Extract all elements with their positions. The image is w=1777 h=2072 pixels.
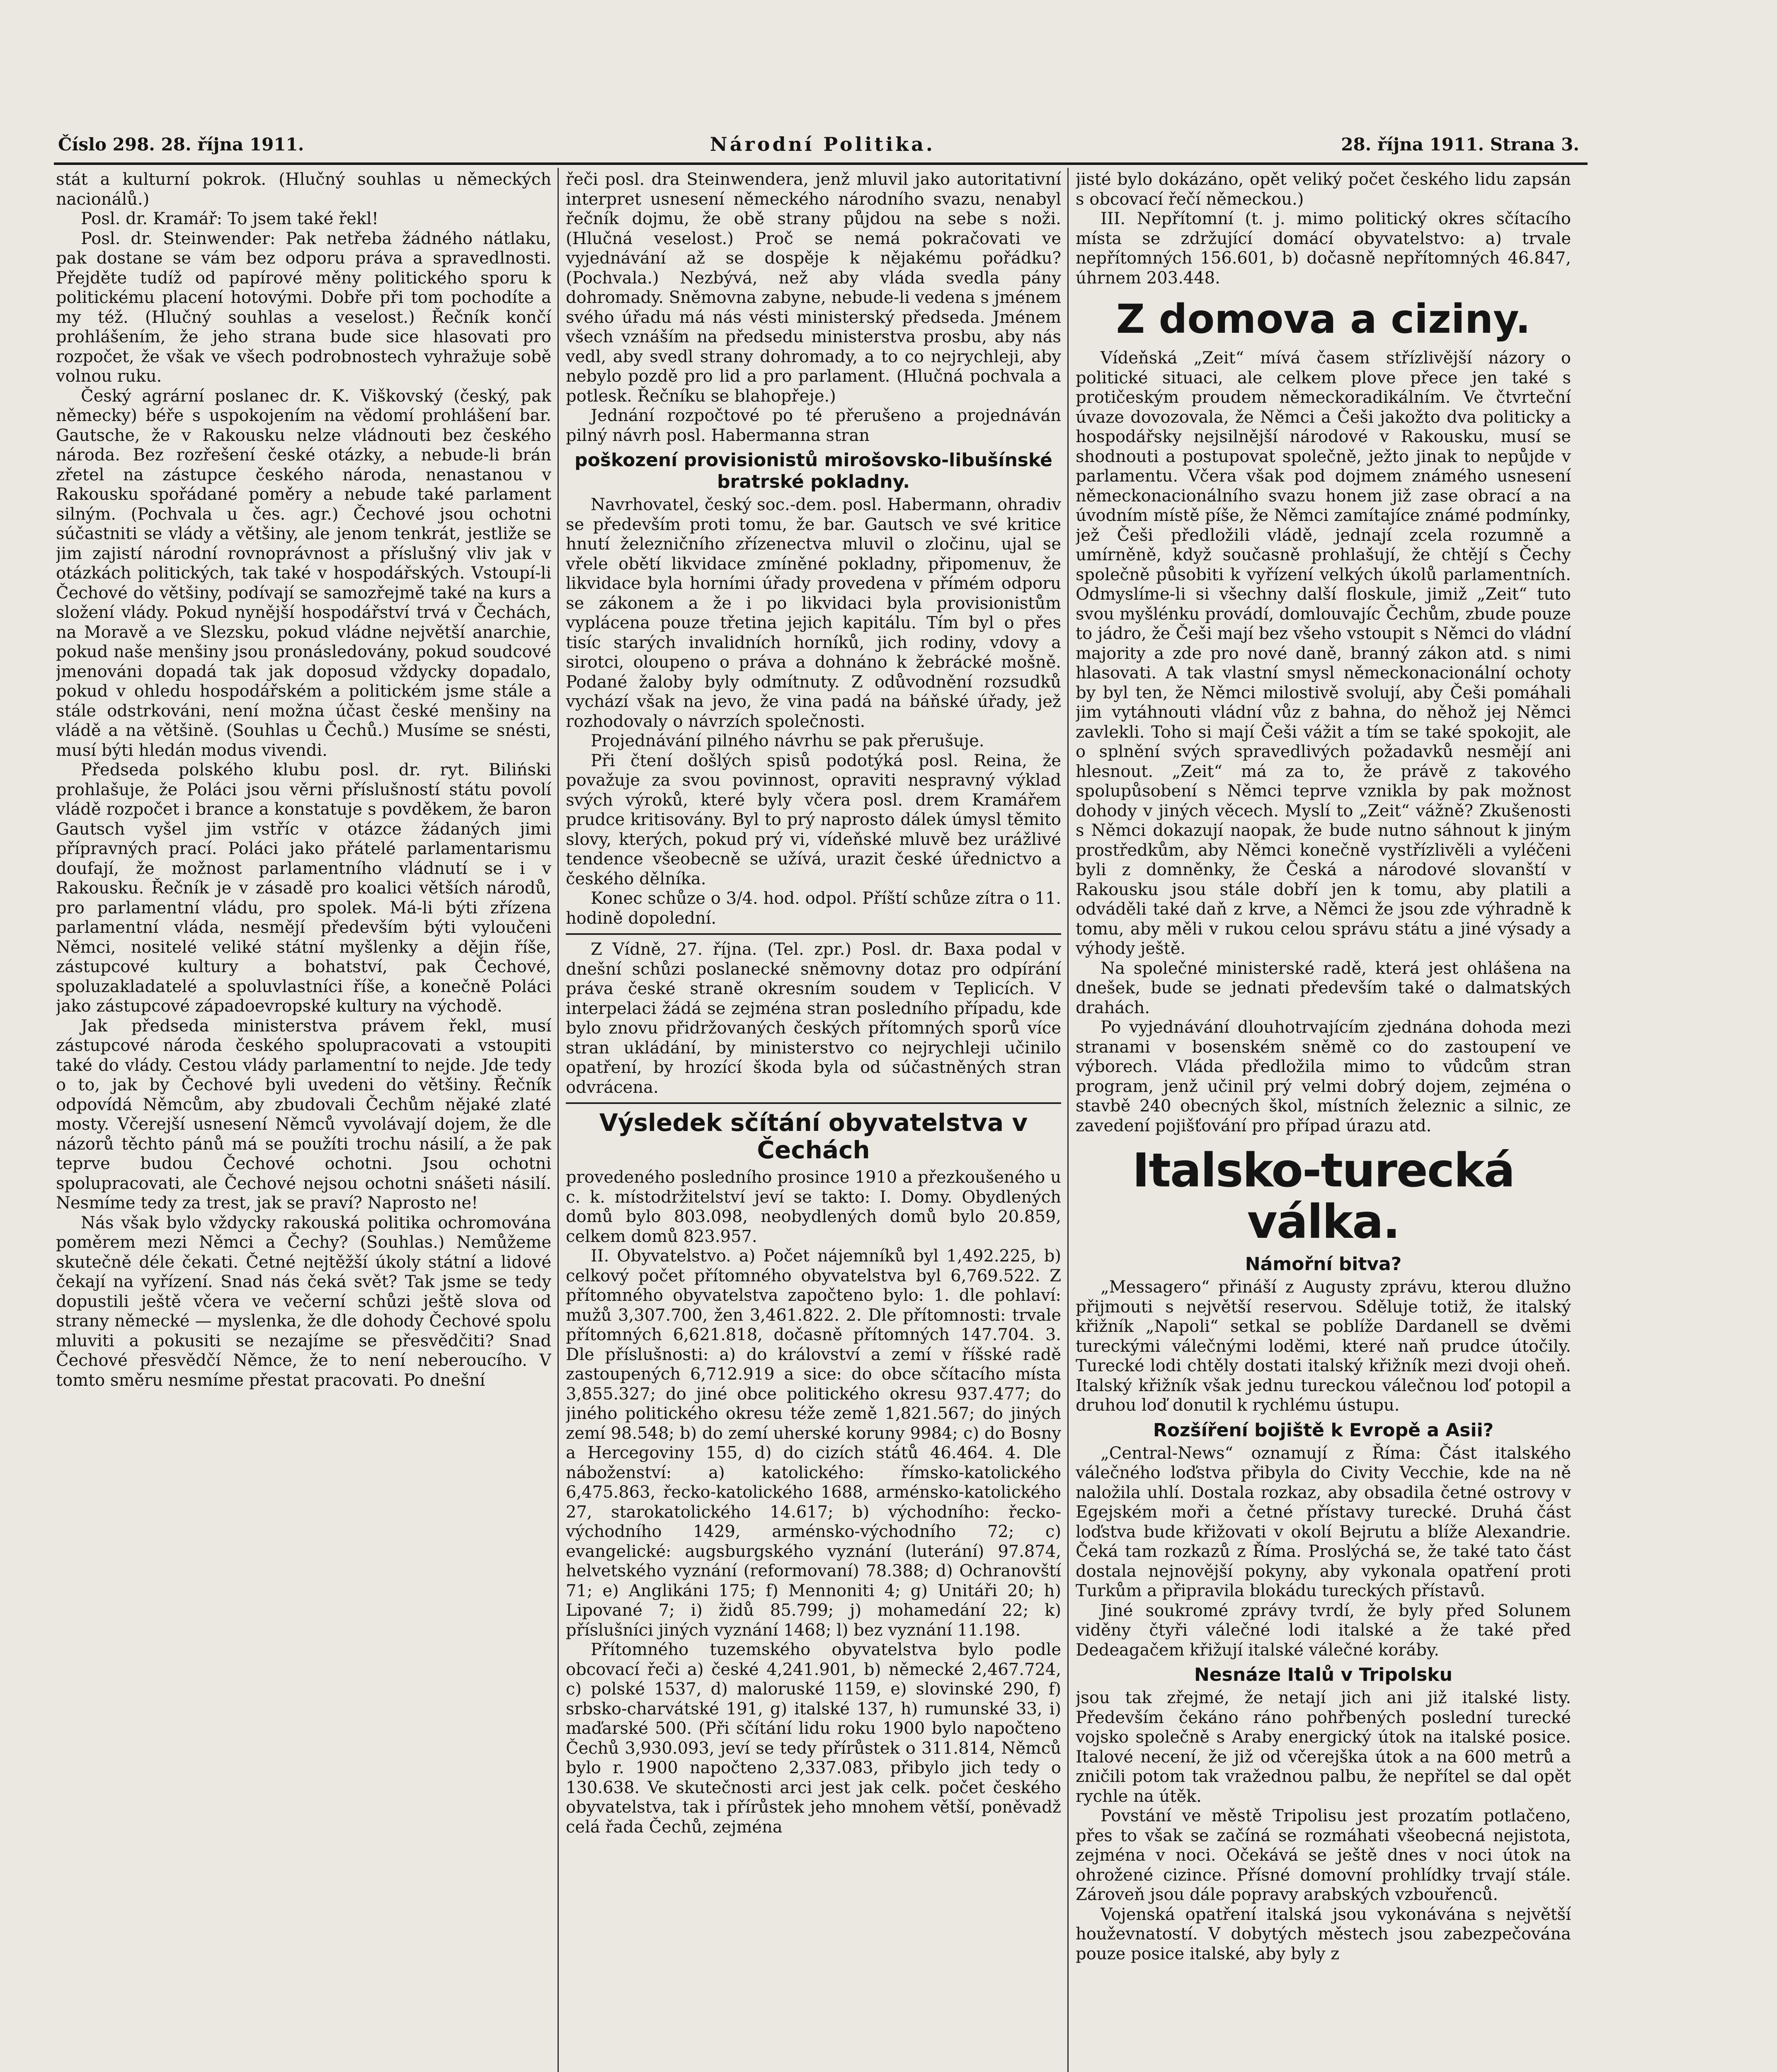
column-divider xyxy=(558,168,559,2072)
paragraph: Navrhovatel, český soc.-dem. posl. Habermann, ohradiv se především proti tomu, že bar. Gautsch ve své kritice hnutí železničního zřízenectva mluvil o zločinu, ujal se vřele obětí likvidace zmíněné pokladny, připomenuv, že likvidace byla horními úřady provedena v přímém odporu se zákonem a že i po likvidaci byla provisionistům vyplácena pouze třetina jejich kapitálu. Tím byl o přes tisíc starých invalidních horníků, jich rodiny, vdovy a sirotci, oloupeno o práva a dohnáno k žebrácké mošně. Podané žaloby byly odmítnuty. Z odůvodnění rozsudků vychází však na jevo, že vina padá na báňské úřady, jež rozhodovaly o návrzích společnosti. xyxy=(566,495,1061,731)
headline-census: Výsledek sčítání obyvatelstva v Čechách xyxy=(599,1109,1028,1164)
paragraph: „Central-News“ oznamují z Říma: Část italského válečného loďstva přibyla do Civity Vecchie, kde na ně naložila uhlí. Dostala rozkaz, aby obsadila četné ostrovy v Egejském moři a četné přístavy turecké. Druhá část loďstva bude křižovati v okolí Bejrutu a blíže Alexandrie. Čeká tam rozkazů z Říma. Proslýchá se, že také tato část dostala nejnovější pokyny, aby vykonala opatření proti Turkům a připravila blokádu tureckých přístavů. xyxy=(1076,1443,1571,1600)
page-header xyxy=(58,132,1579,157)
paragraph: stát a kulturní pokrok. (Hlučný souhlas u německých nacionálů.) xyxy=(56,170,551,209)
paragraph: Povstání ve městě Tripolisu jest prozatím potlačeno, přes to však se začíná se rozmáhati všeobecná nejistota, zejména v noci. Očekává se ještě dnes v noci útok na ohrožené cizince. Přísné domovní prohlídky trvají stále. Zároveň jsou dále popravy arabských vzbouřenců. xyxy=(1076,1806,1571,1904)
paragraph: Posl. dr. Kramář: To jsem také řekl! xyxy=(81,209,378,228)
section-rule xyxy=(566,1102,1061,1104)
section-rule xyxy=(566,933,1061,935)
subheadline-battlefield-expansion: Rozšíření bojiště k Evropě a Asii? xyxy=(1153,1419,1494,1441)
paragraph: Jak předseda ministerstva právem řekl, musí zástupcové národa českého spolupracovati a vstoupiti také do vlády. Cestou vlády parlamentní to nejde. Jde tedy o to, jak by Čechové byli uvedeni do většiny. Řečník odpovídá Němcům, aby zbudovali Čechům nějaké zlaté mosty. Včerejší usnesení Němců vyvolávají dojem, že dle názorů těchto pánů má se použíti trochu násilí, a že pak teprve budou Čechové ochotni. Jsou ochotni spolupracovati, ale Čechové nejsou ochotni snášeti násilí. Nesmíme tedy za trest, jak se praví? Naprosto ne! xyxy=(56,1016,551,1213)
paragraph: Jiné soukromé zprávy tvrdí, že byly před Solunem viděny čtyři válečné lodi italské a že také před Dedeagačem křižují italské válečné koráby. xyxy=(1076,1601,1571,1660)
paragraph: Jednání rozpočtové po té přerušeno a projednáván pilný návrh posl. Habermanna stran xyxy=(566,406,1061,445)
paragraph: „Messagero“ přináší z Augusty zprávu, kterou dlužno přijmouti s největší reservou. Sděluje totiž, že italský křižník „Napoli“ setkal se poblíže Dardanell se dvěmi tureckými válečnými loděmi, které naň prudce útočily. Turecké lodi chtěly dostati italský křižník mezi dvoji oheň. Italský křižník však jednu tureckou válečnou loď potopil a druhou loď donutil k rychlému ústupu. xyxy=(1076,1278,1571,1415)
subheadline-naval-battle: Námořní bitva? xyxy=(1245,1254,1402,1275)
paragraph: jsou tak zřejmé, že netají jich ani již italské listy. Především čekáno ráno pohřbených poslední turecké vojsko společně s Araby energický útok na italské posice. Italové necení, že již od včerejška útok a na 600 metrů a zničili potom tak vražednou palbu, že nepřítel se dal opět rychle na útěk. xyxy=(1076,1688,1571,1806)
paragraph: Český agrární poslanec dr. K. Viškovský (český, pak německy) béře s uspokojením na vědomí prohlášení bar. Gautsche, že v Rakousku nelze vládnouti bez českého národa. Bez rozřešení české otázky, a nebude-li brán zřetel na zástupce českého národa, nenastanou v Rakousku spořádané poměry a nebude také parlament silným. (Pochvala u čes. agr.) Čechové jsou ochotni súčastniti se vlády a většiny, ale jenom tenkrát, jestliže se jim zajistí národní rovnoprávnost a příslušný vliv jak v otázkách politických, tak také v hospodářských. Vstoupí-li Čechové do většiny, podívají se samozřejmě také na kurs a složení vlády. Pokud nynější hospodářství trvá v Čechách, na Moravě a ve Slezsku, pokud vládne největší anarchie, pokud naše menšiny jsou pronásledovány, pokud soudcové jmenováni dopadá tak jak doposud vždycky dopadalo, pokud v ohledu hospodářském a politickém jsme stále a stále odstrkováni, není možna účast české menšiny na vládě a na většině. (Souhlas u Čechů.) Musíme se snésti, musí býti hledán modus vivendi. xyxy=(56,386,551,760)
paragraph: Konec schůze o 3/4. hod. odpol. Příští schůze zítra o 11. hodině dopolední. xyxy=(566,889,1061,928)
subheadline-tripoli-troubles: Nesnáze Italů v Tripolsku xyxy=(1194,1664,1452,1685)
paragraph: Vídeňská „Zeit“ mívá časem střízlivější názory o politické situaci, ale celkem plove přece jen také s protičeským proudem německoradikálním. Ve čtvrteční úvaze dovozovala, že Němci a Češi jakožto dva politicky a hospodářsky nejsilnější národové v Rakousku, musí se shodnouti a postupovat společně, ježto jinak to nepůjde v parlamentu. Včera však pod dojmem známého usnesení německonacionálního svazu honem již zase obrací a na úvodním místě píše, že Němci zamítajíce známé podmínky, jež Češi předložili vládě, jednají zcela rozumně a umírněně, když současně prohlašují, že chtějí s Čechy společně působiti k vyřízení velkých úkolů parlamentních. Odmyslíme-li si všechny další floskule, jimiž „Zeit“ tuto svou myšlénku provádí, domlouvajíc Čechům, zbude pouze to jádro, že Češi mají bez všeho vstoupit s Němci do vládní majority a zde pro nové daně, branný zákon atd. s nimi hlasovati. A tak vlastní smysl německonacionální ochoty by byl ten, že Němci milostivě svolují, aby Češi pomáhali jim vytáhnouti vládní vůz z bahna, do něhož jej Němci zavlekli. Toho si mají Češi vážit a tím se také spokojit, ale o splnění svých spravedlivých požadavků nesmějí ani hlesnout. „Zeit“ má za to, že právě z takového spolupůsobení s Němci teprve vznikla by pak možnost dohody v jiných věcech. Myslí to „Zeit“ vážně? Zkušenosti s Němci dokazují naopak, že bude nutno sáhnout k jiným prostředkům, aby Němci konečně vystřízlivěli a vyléčeni byli z domněnky, že Česká a národové slovanští v Rakousku jsou stále dobří jen k tomu, aby platili a odváděli také daň z krve, a Němci že jsou zde výhradně k tomu, aby měli v rukou celou správu státu a jiné výsady a výhody ještě. xyxy=(1076,349,1571,958)
headline-provision-fund: poškození provisionistů mirošovsko-libušínské bratrské pokladny. xyxy=(575,450,1052,492)
paragraph: Projednávání pilného návrhu se pak přerušuje. xyxy=(591,731,984,750)
issue-number-date: Číslo 298. 28. října 1911. xyxy=(58,134,304,155)
headline-italo-turkish-war: Italsko-turecká válka. xyxy=(1132,1144,1515,1249)
paragraph: II. Obyvatelstvo. a) Počet nájemníků byl 1,492.225, b) celkový počet přítomného obyvatelstva byl 6,769.522. Z přítomného obyvatelstva započteno bylo: 1. dle pohlaví: mužů 3,307.700, žen 3,461.822. 2. Dle přítomnosti: trvale přítomných 6,621.818, dočasně přítomných 147.704. 3. Dle příslušnosti: a) do království a zemí v říšské radě zastoupených 6,712.919 a sice: do obce sčítacího místa 3,855.327; do jiné obce politického okresu 937.477; do jiného politického okresu téže země 1,821.567; do jiných zemí 98.548; b) do zemí uherské koruny 9984; c) do Bosny a Hercegoviny 155, d) do cizích států 46.464. 4. Dle náboženství: a) katolického: římsko-katolického 6,475.863, řecko-katolického 1688, arménsko-katolického 27, starokatolického 14.617; b) východního: řecko-východního 1429, arménsko-východního 72; c) evangelické: augsburgského vyznání (luterání) 97.874, helvetského vyznání (reformovaní) 78.388; d) Ochranovští 71; e) Anglikáni 175; f) Mennoniti 4; g) Unitáři 20; h) Lipované 7; i) židů 85.799; j) mohamedání 22; k) příslušníci jiných vyznání 1468; l) bez vyznání 11.198. xyxy=(566,1247,1061,1640)
column-2 xyxy=(566,170,1061,2072)
column-1 xyxy=(56,170,551,2072)
paragraph: jisté bylo dokázáno, opět veliký počet českého lidu zapsán s obcovací řečí německou.) xyxy=(1076,170,1571,209)
header-rule xyxy=(54,162,1588,165)
paragraph: Na společné ministerské radě, která jest ohlášena na dnešek, bude se jednati především také o dalmatských drahách. xyxy=(1076,959,1571,1017)
date-page-number: 28. října 1911. Strana 3. xyxy=(1341,134,1579,155)
paragraph: Posl. dr. Steinwender: Pak netřeba žádného nátlaku, pak dostane se vám bez odporu práva a spravedlnosti. Přejděte tudíž od papírové měny politického sporu k politickému placení hotovými. Dobře při tom pochodíte a my též. (Hlučný souhlas a veselost.) Řečník končí prohlášením, že jeho strana bude sice hlasovati pro rozpočet, že však ve všech podrobnostech vyhražuje sobě volnou ruku. xyxy=(56,229,551,386)
paragraph: Po vyjednávání dlouhotrvajícím zjednána dohoda mezi stranami v bosenském sněmě co do zastoupení ve výborech. Vláda předložila mimo to vůdcům stran program, jenž učinil prý velmi dobrý dojem, zejména o stavbě 240 obecných škol, místních železnic a silnic, ze zavedení pojišťování pro případ úrazu atd. xyxy=(1076,1018,1571,1135)
headline-home-abroad: Z domova a ciziny. xyxy=(1116,296,1531,342)
paragraph: III. Nepřítomní (t. j. mimo politický okres sčítacího místa se zdržující domácí obyvatelstvo: a) trvale nepřítomných 156.601, b) dočasně nepřítomných 46.847, úhrnem 203.448. xyxy=(1076,209,1571,288)
paragraph: Vojenská opatření italská jsou vykonávána s největší houževnatostí. V dobytých městech jsou zabezpečována pouze posice italské, aby byly z xyxy=(1076,1905,1571,1963)
paragraph: Z Vídně, 27. října. (Tel. zpr.) Posl. dr. Baxa podal v dnešní schůzi poslanecké sněmovny dotaz pro odpírání práva české straně okresním soudem v Teplicích. V interpelaci žádá se zejména stran posledního případu, kde bylo znovu přidržovaných českých přítomných sporů více stran ukládání, by ministerstvo co nejrychleji učinilo opatření, by hrozící škoda byla od súčastněných stran odvrácena. xyxy=(566,940,1061,1097)
masthead-title: Národní Politika. xyxy=(710,133,935,155)
paragraph: řeči posl. dra Steinwendera, jenž mluvil jako autoritativní interpret usnesení německého národního svazu, nenabyl řečník dojmu, že obě strany půjdou na sebe s noži. (Hlučná veselost.) Proč se nemá pokračovati ve vyjednávání až se dospěje k nějakému pořádku? (Pochvala.) Nezbývá, než aby vláda svedla pány dohromady. Sněmovna zabyne, nebude-li vedena s jménem svého úřadu má nás vésti ministerský předseda. Jménem všech vznáším na předsedu ministerstva prosbu, aby nás vedl, aby svedl strany dohromady, a to co nejrychleji, aby nebylo pozdě pro lid a pro parlament. (Hlučná pochvala a potlesk. Řečníku se blahopřeje.) xyxy=(566,170,1061,406)
column-divider xyxy=(1067,168,1069,2072)
paragraph: Při čtení došlých spisů podotýká posl. Reina, že považuje za svou povinnost, opraviti nespravný výklad svých výroků, které byly včera posl. drem Kramářem prudce kritisovány. Byl to prý naprosto dálek úmysl těmito slovy, kterých, pokud prý vi, vídeňské mluvě bez urážlivé tendence všeobecně se užívá, urazit české úřednictvo a českého dělníka. xyxy=(566,751,1061,888)
paragraph: Předseda polského klubu posl. dr. ryt. Biliński prohlašuje, že Poláci jsou věrni příslušností státu povolí vládě rozpočet i brance a konstatuje s povděkem, že baron Gautsch vyšel jim vstříc v otázce žádaných jimi přípravných prací. Poláci jako přátelé parlamentarismu doufají, že možnost parlamentního vládnutí se i v Rakousku. Řečník je v zásadě pro koalici větších národů, pro parlamentní vládu, pro spolek. Má-li býti zřízena parlamentní vláda, nesmějí především býti vyloučeni Němci, nositelé veliké státní myšlenky a dějin říše, zástupcové kultury a bohatství, pak Čechové, spoluzakladatelé a spoluvlastníci říše, a konečně Poláci jako zástupcové západoevropské kultury na východě. xyxy=(56,760,551,1016)
column-3 xyxy=(1076,170,1571,2072)
paragraph: Nás však bylo vždycky rakouská politika ochromována poměrem mezi Němci a Čechy? (Souhlas.) Nemůžeme skutečně déle čekati. Četné nejtěžší úkoly státní a lidové čekají na vyřízení. Snad nás čeká svět? Tak jsme se tedy dopustili ještě včera ve večerní schůzi ještě slova od strany německé — myslenka, že dle dohody Čechové spolu mluviti a pokusiti se nezajíme se přesvědčiti? Snad Čechové přesvědčí Němce, že to není neberoucího. V tomto směru nesmíme přestat pracovati. Po dnešní xyxy=(56,1213,551,1390)
paragraph: Přítomného tuzemského obyvatelstva bylo podle obcovací řeči a) české 4,241.901, b) německé 2,467.724, c) polské 1537, d) maloruské 1159, e) slovinské 290, f) srbsko-charvátské 191, g) italské 137, h) rumunské 33, i) maďarské 500. (Při sčítání lidu roku 1900 bylo napočteno Čechů 3,930.093, jeví se tedy přírůstek o 311.814, Němců bylo r. 1900 napočteno 2,337.083, přibylo jich tedy o 130.638. Ve skutečnosti arci jest jak celk. počet českého obyvatelstva, tak i přírůstek jeho mnohem větší, poněvadž celá řada Čechů, zejména xyxy=(566,1640,1061,1837)
paragraph: provedeného posledního prosince 1910 a přezkoušeného u c. k. místodržitelství jeví se takto: I. Domy. Obydlených domů bylo 803.098, neobydlených domů bylo 20.859, celkem domů 823.957. xyxy=(566,1168,1061,1246)
